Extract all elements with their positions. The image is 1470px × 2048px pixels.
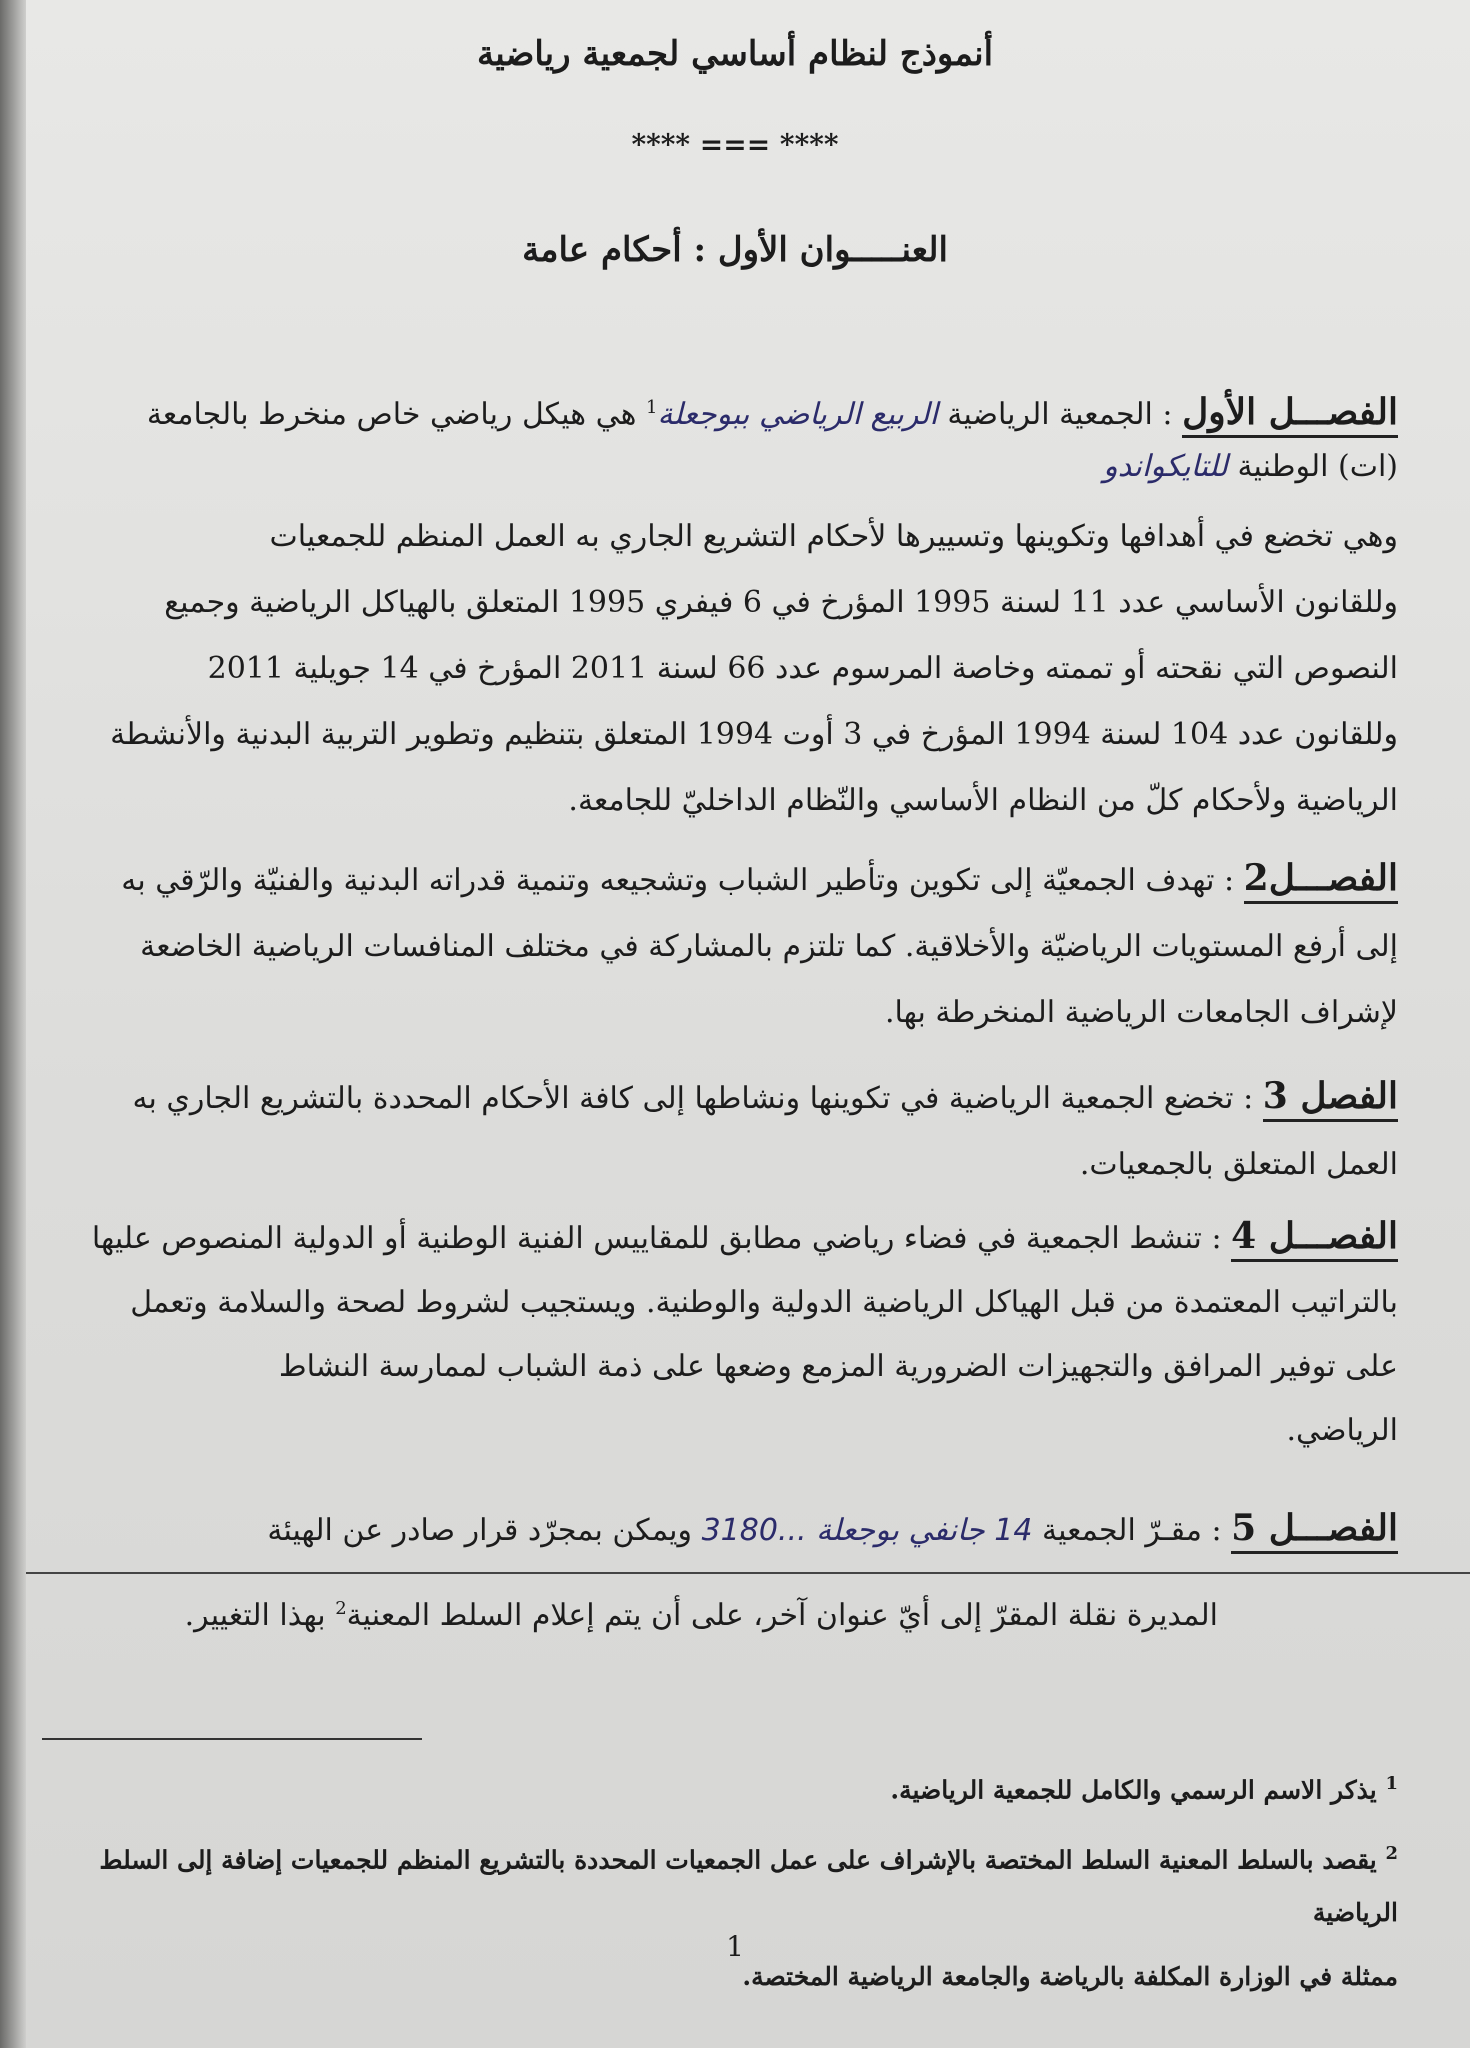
handwritten-federation-name: للتايكواندو [1103,449,1228,484]
page-crease-line [26,1572,1470,1574]
article-4-line-2: بالتراتيب المعتمدة من قبل الهياكل الرياضية الدولية والوطنية. ويستجيب لشروط لصحة والسلامة وتعمل [130,1285,1398,1320]
article-2 [68,852,1398,1039]
article-1-line-7: الرياضية ولأحكام كلّ من النظام الأساسي والنّظام الداخليّ للجامعة. [568,783,1398,818]
article-1-line-5: النصوص التي نقحته أو تممته وخاصة المرسوم عدد 66 لسنة 2011 المؤرخ في 14 جويلية 2011 [207,651,1398,686]
article-1-line-3: وهي تخضع في أهدافها وتكوينها وتسييرها لأحكام التشريع الجاري به العمل المنظم للجمعيات [269,519,1398,554]
article-2-line-1: الفصـــل2 : تهدف الجمعيّة إلى تكوين وتأطير الشباب وتشجيعه وتنمية قدراته البدنية والفنيّة والرّقي به [68,852,1398,907]
page-number: 1 [726,1930,744,1963]
article-5-line-2: المديرة نقلة المقرّ إلى أيّ عنوان آخر، على أن يتم إعلام السلط المعنية$^2$ بهذا التغيير. [184,1598,1218,1633]
footnotes [58,1758,1398,2003]
handwritten-club-name: الربيع الرياضي ببوجعلة [657,397,938,432]
footnote-2-continued: ممثلة في الوزارة المكلفة بالرياضة والجامعة الرياضية المختصة. [742,1961,1398,1991]
article-1-line-2: (ات) الوطنية للتايكواندو [1103,449,1398,484]
article-4-line-3: على توفير المرافق والتجهيزات الضرورية المزمع وضعها على ذمة الشباب لممارسة النشاط [278,1349,1398,1384]
footnote-1: $^1$ يذكر الاسم الرسمي والكامل للجمعية الرياضية. [890,1773,1398,1805]
section-heading: العنـــــوان الأول : أحكام عامة [522,230,948,270]
article-2-line-3: لإشراف الجامعات الرياضية المنخرطة بها. [884,995,1398,1030]
document-title: أنموذج لنظام أساسي لجمعية رياضية [476,34,994,74]
article-3-line-1: الفصل 3 : تخضع الجمعية الرياضية في تكوينها ونشاطها إلى كافة الأحكام المحددة بالتشريع الجاري به [68,1070,1398,1125]
article-2-line-2: إلى أرفع المستويات الرياضيّة والأخلاقية. كما تلتزم بالمشاركة في مختلف المنافسات الرياضية الخاضعة [140,929,1398,964]
footnote-separator [42,1738,422,1740]
article-1-label: الفصـــل الأول [1182,391,1398,438]
title-separator: **** === **** [631,128,839,161]
article-1-line-4: وللقانون الأساسي عدد 11 لسنة 1995 المؤرخ في 6 فيفري 1995 المتعلق بالهياكل الرياضية وجميع [164,585,1398,620]
article-4-line-1: الفصـــل 4 : تنشط الجمعية في فضاء رياضي مطابق للمقاييس الفنية الوطنية أو الدولية المنصوص عليها [68,1210,1398,1265]
article-4 [68,1210,1398,1457]
article-4-line-4: الرياضي. [1286,1413,1398,1448]
article-5-line-1: الفصـــل 5 : مقـرّ الجمعية 14 جانفي بوجعلة ...3180 ويمكن بمجرّد قرار صادر عن الهيئة [68,1502,1398,1557]
handwritten-address: 14 جانفي بوجعلة ...3180 [701,1513,1033,1548]
article-2-label: الفصـــل2 [1244,857,1398,904]
article-1-line-1: الفصـــل الأول : الجمعية الرياضية الربيع الرياضي ببوجعلة$^1$ هي هيكل رياضي خاص منخرط بالجامعة [68,382,1398,441]
article-3-label: الفصل 3 [1263,1075,1398,1122]
article-4-label: الفصـــل 4 [1231,1215,1398,1262]
article-3 [68,1070,1398,1191]
article-1 [68,382,1398,827]
article-3-line-2: العمل المتعلق بالجمعيات. [1079,1147,1398,1182]
page-edge-shadow [0,0,26,2048]
article-1-line-6: وللقانون عدد 104 لسنة 1994 المؤرخ في 3 أوت 1994 المتعلق بتنظيم وتطوير التربية البدنية والأنشطة [110,717,1398,752]
article-5-label: الفصـــل 5 [1231,1507,1398,1554]
footnote-2: $^2$ يقصد بالسلط المعنية السلط المختصة بالإشراف على عمل الجمعيات المحددة بالتشريع المنظم للجمعيات إضافة إلى السلط الرياضية [99,1843,1398,1927]
